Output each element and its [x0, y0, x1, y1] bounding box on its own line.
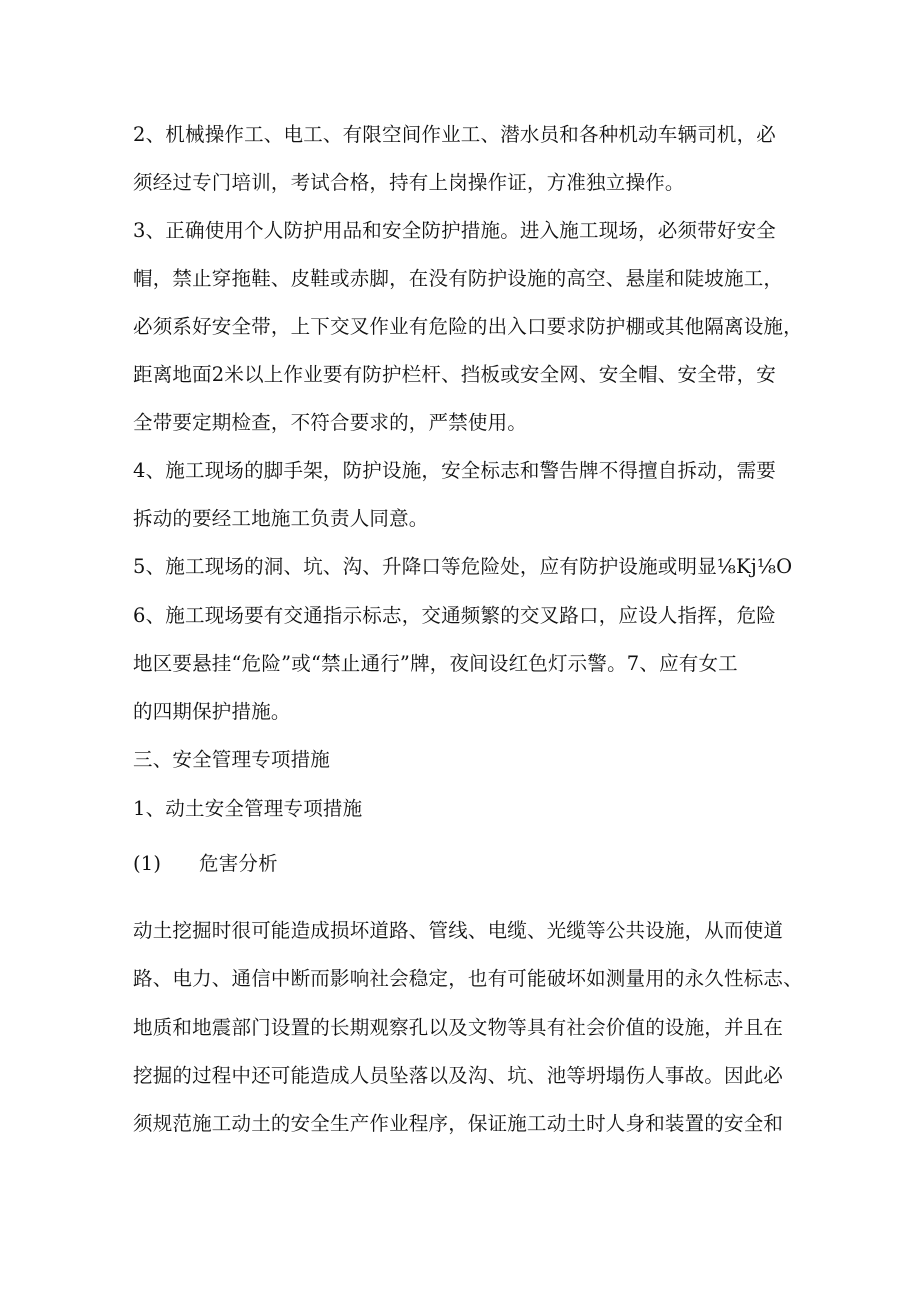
sub-item-number: (1)	[133, 852, 162, 875]
text-line: 拆动的要经工地施工负责人同意。	[133, 507, 429, 530]
text-line: 2、机械操作工、电工、有限空间作业工、潜水员和各种机动车辆司机，必	[133, 123, 777, 146]
text-line: 地区要悬挂“危险”或“禁止通行”牌，夜间设红色灯示警。7、应有女工	[133, 652, 738, 675]
subsection-heading: 1、动土安全管理专项措施	[133, 797, 363, 820]
sub-item-title: 危害分析	[199, 852, 278, 875]
text-line: 全带要定期检查，不符合要求的，严禁使用。	[133, 411, 528, 434]
paragraph-line: 挖掘的过程中还可能造成人员坠落以及沟、坑、池等坍塌伤人事故。因此必	[133, 1064, 784, 1087]
text-line: 帽，禁止穿拖鞋、皮鞋或赤脚，在没有防护设施的高空、悬崖和陡坡施工，	[133, 267, 784, 290]
sub-item-heading	[133, 851, 793, 877]
paragraph-line: 须规范施工动土的安全生产作业程序，保证施工动土时人身和装置的安全和	[133, 1112, 784, 1135]
paragraph-line: 路、电力、通信中断而影响社会稳定，也有可能破坏如测量用的永久性标志、	[133, 967, 803, 990]
text-line: 4、施工现场的脚手架，防护设施，安全标志和警告牌不得擅自拆动，需要	[133, 459, 777, 482]
text-line: 6、施工现场要有交通指示标志，交通频繁的交叉路口，应设人指挥，危险	[133, 604, 777, 627]
section-heading: 三、安全管理专项措施	[133, 748, 331, 771]
text-line: 须经过专门培训，考试合格，持有上岗操作证，方准独立操作。	[133, 171, 685, 194]
paragraph-line: 动土挖掘时很可能造成损坏道路、管线、电缆、光缆等公共设施，从而使道	[133, 919, 784, 942]
paragraph-line: 地质和地震部门设置的长期观察孔以及文物等具有社会价值的设施，并且在	[133, 1016, 784, 1039]
text-line: 的四期保护措施。	[133, 700, 291, 723]
text-line: 5、施工现场的洞、坑、沟、升降口等危险处，应有防护设施或明显⅛Kj⅛O	[133, 555, 793, 578]
text-line: 必须系好安全带，上下交叉作业有危险的出入口要求防护棚或其他隔离设施，	[133, 315, 803, 338]
text-line: 3、正确使用个人防护用品和安全防护措施。进入施工现场，必须带好安全	[133, 219, 777, 242]
text-line: 距离地面2米以上作业要有防护栏杆、挡板或安全网、安全帽、安全带，安	[133, 363, 777, 386]
